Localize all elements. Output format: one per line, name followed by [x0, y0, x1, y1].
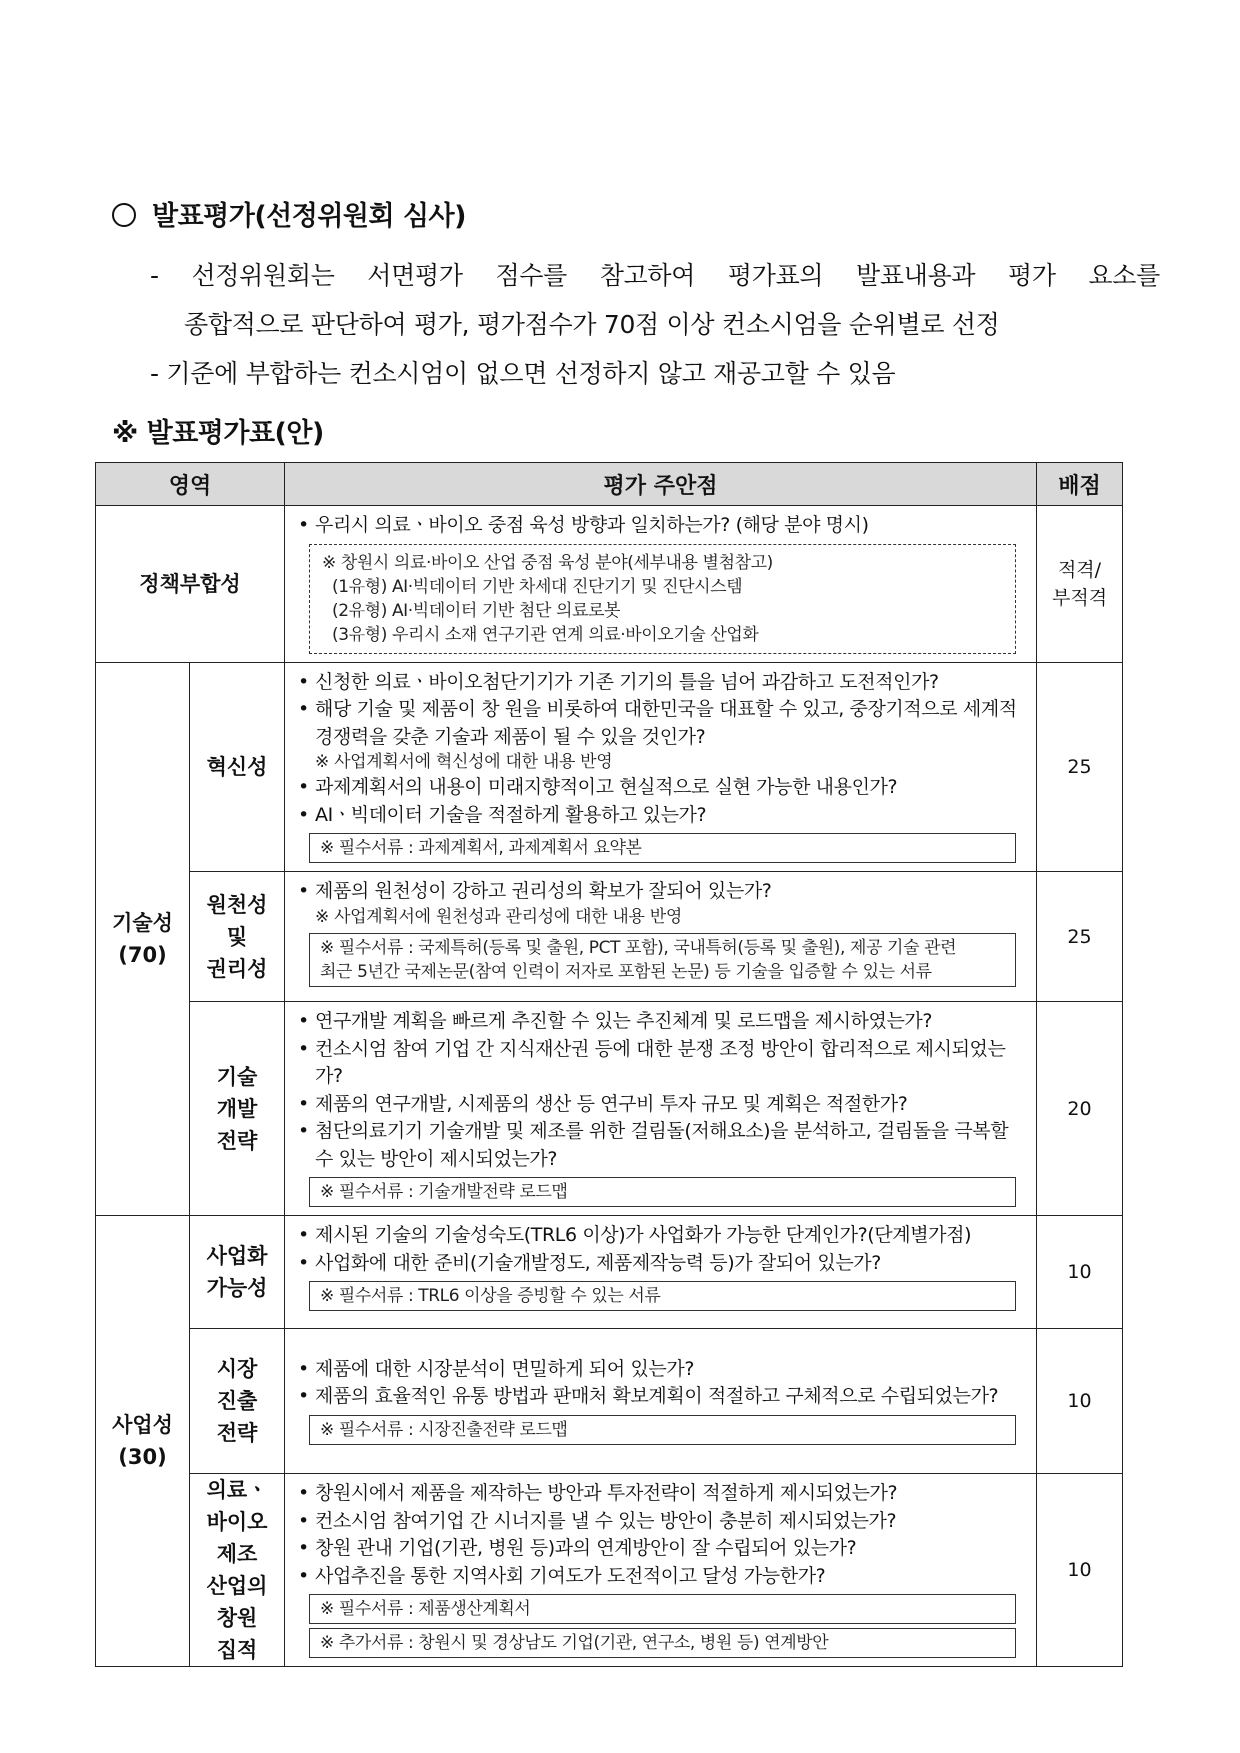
score-policy [1037, 506, 1123, 663]
criteria-feasibility [285, 1216, 1037, 1329]
dash-item-1-line1: - 선정위원회는 서면평가 점수를 참고하여 평가표의 발표내용과 평가 요소를 [150, 261, 1160, 290]
bullet-item: • 사업화에 대한 준비(기술개발정도, 제품제작능력 등)가 잘되어 있는가? [295, 1250, 1028, 1278]
box-line: (2유형) AI·빅데이터 기반 첨단 의료로봇 [332, 600, 621, 621]
table-row [96, 872, 1123, 1002]
score-feasibility: 10 [1037, 1216, 1123, 1329]
area-technology [96, 662, 190, 1216]
area-line: 전략 [216, 1128, 258, 1153]
bullet-item: • 창원시에서 제품을 제작하는 방안과 투자전략이 적절하게 제시되었는가? [295, 1480, 1028, 1508]
area-business [96, 1216, 190, 1667]
required-docs-box: ※ 필수서류 : TRL6 이상을 증빙할 수 있는 서류 [309, 1281, 1016, 1311]
score-tech-strategy: 20 [1037, 1002, 1123, 1216]
table-header-row [96, 463, 1123, 506]
criteria-innovation [285, 662, 1037, 872]
subarea-cluster [190, 1474, 285, 1667]
area-line: 창원 [216, 1606, 258, 1630]
bullet-item: • 해당 기술 및 제품이 창 원을 비롯하여 대한민국을 대표할 수 있고, 중장기적으로 세계적 경쟁력을 갖춘 기술과 제품이 될 수 있을 것인가? [295, 696, 1028, 751]
criteria-originality [285, 872, 1037, 1002]
table-row [96, 1329, 1123, 1474]
required-docs-box: ※ 필수서류 : 제품생산계획서 [309, 1594, 1016, 1624]
bullet-item: • 우리시 의료ㆍ바이오 중점 육성 방향과 일치하는가? (해당 분야 명시) [295, 512, 1028, 540]
bullet-item: • 제시된 기술의 기술성숙도(TRL6 이상)가 사업화가 가능한 단계인가?(단계별가점) [295, 1222, 1028, 1250]
dash-item-1-line2: 종합적으로 판단하여 평가, 평가점수가 70점 이상 컨소시엄을 순위별로 선정 [184, 310, 1000, 339]
area-line: 진출 [216, 1389, 258, 1413]
evaluation-table [95, 462, 1123, 1667]
subarea-originality [190, 872, 285, 1002]
area-line: 집적 [216, 1638, 258, 1662]
score-market-strategy: 10 [1037, 1329, 1123, 1474]
box-line: ※ 창원시 의료·바이오 산업 중점 육성 분야(세부내용 별첨참고) [322, 552, 773, 573]
bullet-item: • 창원 관내 기업(기관, 병원 등)과의 연계방안이 잘 수립되어 있는가? [295, 1535, 1028, 1563]
header-score: 배점 [1037, 463, 1123, 506]
policy-note-box [309, 544, 1016, 654]
sub-note: ※ 사업계획서에 혁신성에 대한 내용 반영 [315, 752, 613, 772]
area-line: (30) [118, 1445, 167, 1469]
bullet-item: • 과제계획서의 내용이 미래지향적이고 현실적으로 실현 가능한 내용인가? [295, 774, 1028, 802]
bullet-item: • 제품의 연구개발, 시제품의 생산 등 연구비 투자 규모 및 계획은 적절한가? [295, 1091, 1028, 1119]
bullet-item: • 제품의 원천성이 강하고 권리성의 확보가 잘되어 있는가? [295, 878, 1028, 906]
criteria-policy [285, 506, 1037, 663]
subarea-market-strategy [190, 1329, 285, 1474]
bullet-item: • 제품에 대한 시장분석이 면밀하게 되어 있는가? [295, 1356, 1028, 1384]
area-line: 기술 [216, 1064, 258, 1089]
required-docs-box [309, 933, 1016, 987]
circle-bullet-icon [112, 203, 136, 227]
score-innovation: 25 [1037, 662, 1123, 872]
box-line: ※ 필수서류 : 국제특허(등록 및 출원, PCT 포함), 국내특허(등록 및 출원), 제공 기술 관련 [320, 937, 957, 958]
table-row [96, 1474, 1123, 1667]
header-area: 영역 [96, 463, 285, 506]
dash-item-2: - 기준에 부합하는 컨소시엄이 없으면 선정하지 않고 재공고할 수 있음 [150, 359, 896, 388]
subarea-innovation: 혁신성 [190, 662, 285, 872]
area-line: 및 [226, 924, 248, 949]
criteria-tech-strategy [285, 1002, 1037, 1216]
bullet-item: • 컨소시엄 참여기업 간 시너지를 낼 수 있는 방안이 충분히 제시되었는가? [295, 1508, 1028, 1536]
bullet-item: • 제품의 효율적인 유통 방법과 판매처 확보계획이 적절하고 구체적으로 수립되었는가? [295, 1383, 1028, 1411]
box-line: (1유형) AI·빅데이터 기반 차세대 진단기기 및 진단시스템 [332, 576, 743, 597]
box-line: 최근 5년간 국제논문(참여 인력이 저자로 포함된 논문) 등 기술을 입증할 수 있는 서류 [320, 961, 932, 982]
sub-note: ※ 사업계획서에 원천성과 관리성에 대한 내용 반영 [315, 906, 683, 927]
area-line: (70) [118, 942, 167, 967]
score-line: 적격/ [1057, 558, 1102, 581]
area-line: 기술성 [112, 910, 173, 935]
additional-docs-box: ※ 추가서류 : 창원시 및 경상남도 기업(기관, 연구소, 병원 등) 연계방안 [309, 1628, 1016, 1658]
table-row [96, 506, 1123, 663]
area-policy: 정책부합성 [96, 506, 285, 663]
criteria-market-strategy [285, 1329, 1037, 1474]
score-line: 부적격 [1051, 586, 1108, 609]
bullet-item: • AIㆍ빅데이터 기술을 적절하게 활용하고 있는가? [295, 802, 1028, 830]
subarea-feasibility [190, 1216, 285, 1329]
section-heading-text: 발표평가(선정위원회 심사) [152, 201, 466, 232]
area-line: 의료ㆍ [206, 1478, 268, 1502]
area-line: 바이오 [206, 1510, 268, 1534]
table-row [96, 1216, 1123, 1329]
area-line: 가능성 [206, 1276, 268, 1300]
criteria-cluster [285, 1474, 1037, 1667]
section-heading [112, 194, 466, 233]
table-row [96, 662, 1123, 872]
dash-item-1 [150, 251, 1160, 349]
area-line: 원천성 [206, 892, 268, 917]
box-line: (3유형) 우리시 소재 연구기관 연계 의료·바이오기술 산업화 [332, 624, 759, 645]
area-line: 제조 [216, 1542, 258, 1566]
required-docs-box: ※ 필수서류 : 과제계획서, 과제계획서 요약본 [309, 833, 1016, 863]
area-line: 사업화 [206, 1244, 268, 1268]
score-originality: 25 [1037, 872, 1123, 1002]
area-line: 시장 [216, 1357, 258, 1381]
score-cluster: 10 [1037, 1474, 1123, 1667]
bullet-item: • 컨소시엄 참여 기업 간 지식재산권 등에 대한 분쟁 조정 방안이 합리적으로 제시되었는가? [295, 1036, 1028, 1091]
table-row [96, 1002, 1123, 1216]
required-docs-box: ※ 필수서류 : 시장진출전략 로드맵 [309, 1415, 1016, 1445]
header-criteria: 평가 주안점 [285, 463, 1037, 506]
table-title: ※ 발표평가표(안) [112, 418, 324, 449]
area-line: 권리성 [206, 956, 268, 981]
bullet-item: • 신청한 의료ㆍ바이오첨단기기가 기존 기기의 틀을 넘어 과감하고 도전적인가? [295, 669, 1028, 697]
area-line: 사업성 [112, 1413, 173, 1437]
subarea-tech-strategy [190, 1002, 285, 1216]
bullet-item: • 첨단의료기기 기술개발 및 제조를 위한 걸림돌(저해요소)을 분석하고, 걸림돌을 극복할 수 있는 방안이 제시되었는가? [295, 1118, 1028, 1173]
bullet-item: • 사업추진을 통한 지역사회 기여도가 도전적이고 달성 가능한가? [295, 1563, 1028, 1591]
area-line: 개발 [216, 1096, 258, 1121]
area-line: 산업의 [206, 1574, 268, 1598]
bullet-item: • 연구개발 계획을 빠르게 추진할 수 있는 추진체계 및 로드맵을 제시하였는가? [295, 1008, 1028, 1036]
area-line: 전략 [216, 1421, 258, 1445]
required-docs-box: ※ 필수서류 : 기술개발전략 로드맵 [309, 1177, 1016, 1207]
